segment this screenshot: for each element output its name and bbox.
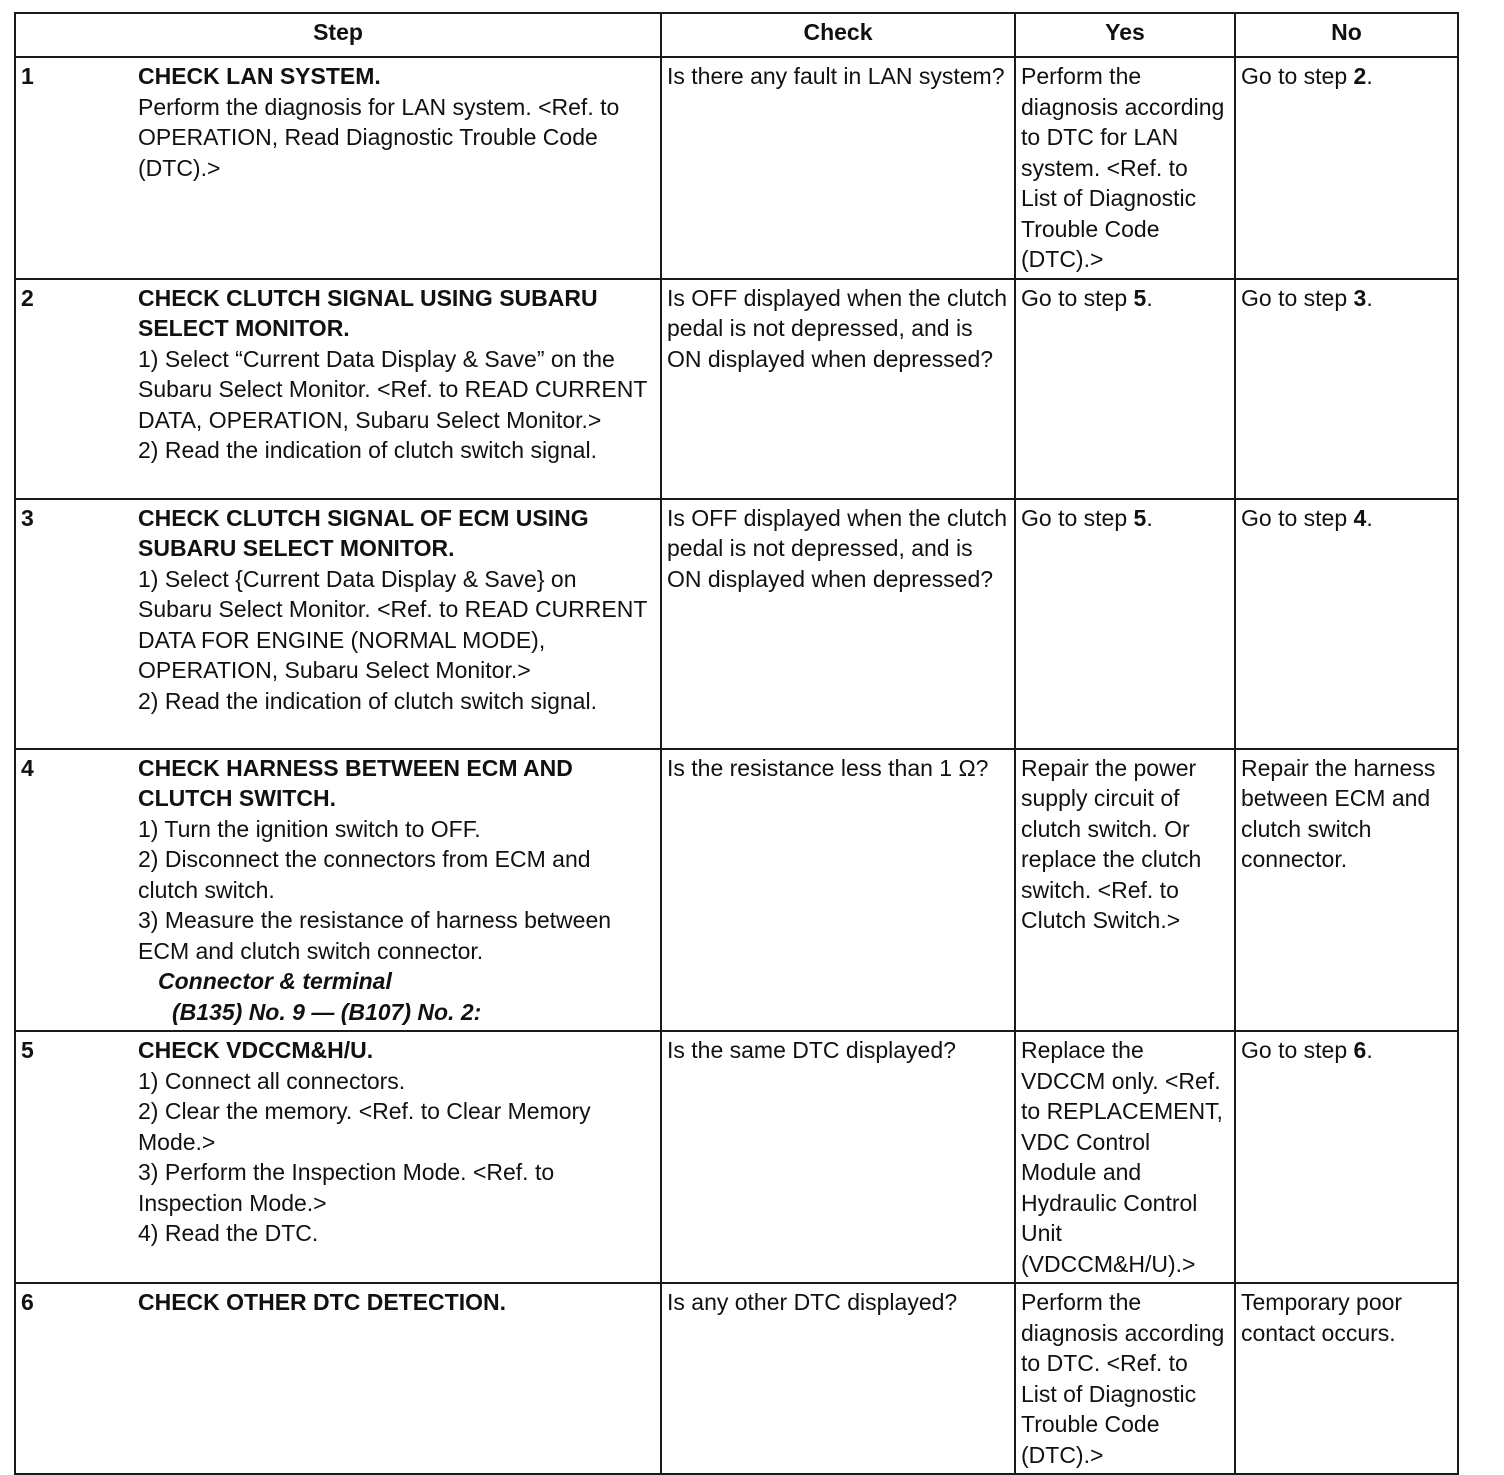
step-cell	[15, 749, 661, 1032]
yes-step-ref: 5	[1133, 504, 1147, 531]
no-cell	[1235, 57, 1458, 279]
check-cell: Is there any fault in LAN system?	[661, 57, 1015, 279]
step-instruction: 1) Connect all connectors.	[138, 1067, 406, 1094]
table-header-row	[15, 13, 1458, 57]
yes-cell: Repair the power supply circuit of clutch switch. Or replace the clutch switch. <Ref. to Clutch Switch.>	[1015, 749, 1235, 1032]
check-cell: Is the same DTC displayed?	[661, 1031, 1015, 1283]
no-suffix: .	[1366, 504, 1373, 531]
step-title: CHECK LAN SYSTEM.	[138, 63, 381, 89]
yes-suffix: .	[1146, 284, 1153, 311]
no-text: Go to step	[1241, 504, 1354, 531]
step-cell	[15, 57, 661, 279]
step-instruction: 2) Read the indication of clutch switch signal.	[138, 437, 597, 463]
step-instruction: 3) Perform the Inspection Mode. <Ref. to Inspection Mode.>	[138, 1159, 555, 1216]
no-cell: Repair the harness between ECM and clutch switch connector.	[1235, 749, 1458, 1032]
yes-cell: Perform the diagnosis according to DTC. <Ref. to List of Diagnostic Trouble Code (DTC).>	[1015, 1283, 1235, 1474]
check-cell: Is the resistance less than 1 Ω?	[661, 749, 1015, 1032]
table-row	[15, 57, 1458, 279]
table-row	[15, 1283, 1458, 1474]
step-number: 4	[21, 754, 34, 781]
no-suffix: .	[1366, 284, 1373, 311]
yes-step-ref: 5	[1133, 284, 1147, 311]
yes-cell	[1015, 499, 1235, 749]
yes-cell	[1015, 279, 1235, 499]
step-instruction: 1) Select “Current Data Display & Save” on the Subaru Select Monitor. <Ref. to READ CURRENT DATA, OPERATION, Subaru Select Monitor.>	[138, 345, 647, 433]
no-step-ref: 4	[1353, 504, 1367, 531]
no-suffix: .	[1366, 1037, 1373, 1063]
no-text: Go to step	[1241, 63, 1354, 89]
no-step-ref: 3	[1353, 284, 1367, 311]
step-instruction: 4) Read the DTC.	[138, 1220, 319, 1246]
no-text: Go to step	[1241, 284, 1354, 311]
step-title: CHECK CLUTCH SIGNAL USING SUBARU SELECT MONITOR.	[138, 284, 598, 341]
step-instruction: 1) Turn the ignition switch to OFF.	[138, 815, 481, 842]
table-row	[15, 749, 1458, 1032]
header-check: Check	[661, 13, 1015, 57]
no-step-ref: 2	[1353, 63, 1367, 89]
step-instruction: 2) Clear the memory. <Ref. to Clear Memory Mode.>	[138, 1098, 591, 1155]
table-row	[15, 279, 1458, 499]
no-step-ref: 6	[1353, 1037, 1367, 1063]
step-instruction: 1) Select {Current Data Display & Save} on Subaru Select Monitor. <Ref. to READ CURRENT DATA FOR ENGINE (NORMAL MODE), OPERATION, Subaru Select Monitor.>	[138, 565, 647, 683]
step-number: 5	[21, 1037, 34, 1063]
yes-text: Go to step	[1021, 504, 1134, 531]
step-number: 1	[21, 63, 34, 89]
step-title: CHECK HARNESS BETWEEN ECM AND CLUTCH SWITCH.	[138, 754, 573, 811]
step-number: 3	[21, 504, 34, 531]
no-text: Go to step	[1241, 1037, 1354, 1063]
connector-value: (B135) No. 9 — (B107) No. 2:	[172, 998, 482, 1025]
diagnostic-table	[14, 12, 1459, 1475]
yes-suffix: .	[1146, 504, 1153, 531]
header-step: Step	[15, 13, 661, 57]
step-cell	[15, 1031, 661, 1283]
table-row	[15, 499, 1458, 749]
step-instruction: 2) Disconnect the connectors from ECM and clutch switch.	[138, 846, 591, 903]
connector-label: Connector & terminal	[158, 968, 392, 994]
step-instruction: Perform the diagnosis for LAN system. <Ref. to OPERATION, Read Diagnostic Trouble Code (DTC).>	[138, 93, 620, 181]
header-no: No	[1235, 13, 1458, 57]
step-cell	[15, 1283, 661, 1474]
check-cell: Is any other DTC displayed?	[661, 1283, 1015, 1474]
step-number: 2	[21, 284, 34, 311]
step-cell	[15, 499, 661, 749]
no-cell: Temporary poor contact occurs.	[1235, 1283, 1458, 1474]
check-cell: Is OFF displayed when the clutch pedal is not depressed, and is ON displayed when depressed?	[661, 499, 1015, 749]
step-title: CHECK OTHER DTC DETECTION.	[138, 1289, 506, 1315]
step-cell	[15, 279, 661, 499]
no-cell	[1235, 499, 1458, 749]
yes-text: Go to step	[1021, 284, 1134, 311]
step-instruction: 3) Measure the resistance of harness between ECM and clutch switch connector.	[138, 907, 612, 964]
check-cell: Is OFF displayed when the clutch pedal is not depressed, and is ON displayed when depressed?	[661, 279, 1015, 499]
header-yes: Yes	[1015, 13, 1235, 57]
no-cell	[1235, 1031, 1458, 1283]
table-row	[15, 1031, 1458, 1283]
step-instruction: 2) Read the indication of clutch switch signal.	[138, 687, 597, 714]
yes-cell: Perform the diagnosis according to DTC for LAN system. <Ref. to List of Diagnostic Trouble Code (DTC).>	[1015, 57, 1235, 279]
step-title: CHECK CLUTCH SIGNAL OF ECM USING SUBARU SELECT MONITOR.	[138, 504, 589, 561]
step-title: CHECK VDCCM&H/U.	[138, 1037, 374, 1063]
step-number: 6	[21, 1289, 34, 1315]
no-cell	[1235, 279, 1458, 499]
yes-cell: Replace the VDCCM only. <Ref. to REPLACEMENT, VDC Control Module and Hydraulic Control Unit (VDCCM&H/U).>	[1015, 1031, 1235, 1283]
no-suffix: .	[1366, 63, 1373, 89]
